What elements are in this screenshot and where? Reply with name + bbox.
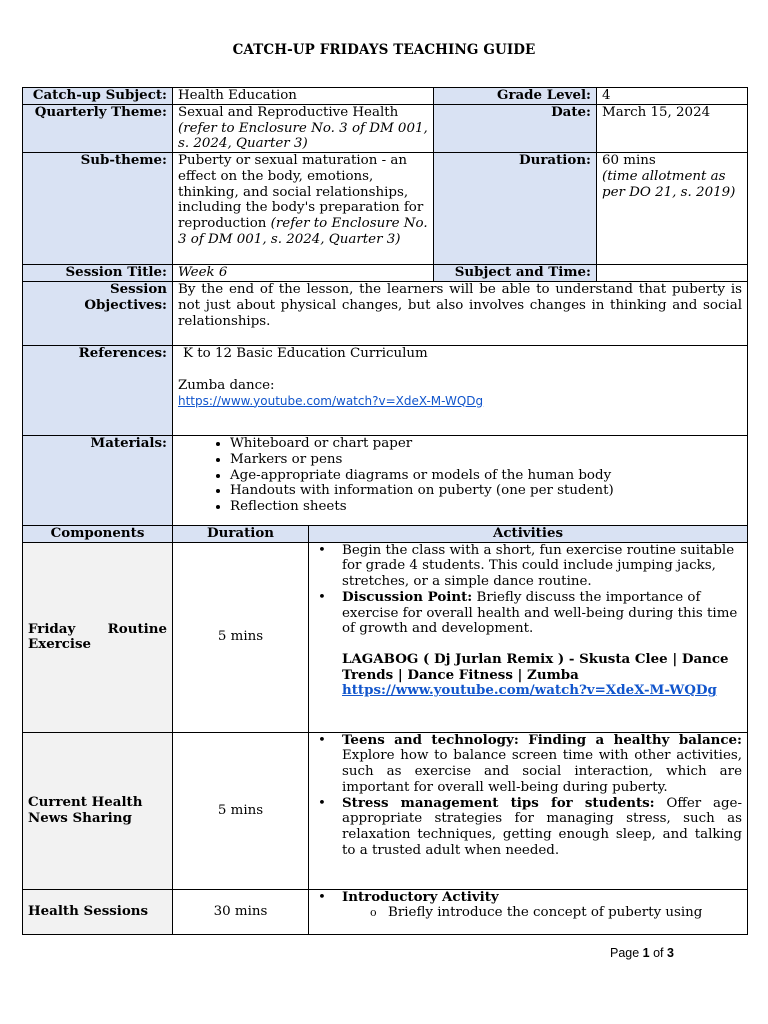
theme-cell (173, 105, 434, 153)
introductory-activity-label: Introductory Activity (342, 889, 499, 905)
materials-list (178, 436, 742, 515)
info-table (22, 87, 748, 531)
list-item: • Age-appropriate diagrams or models of the human body (230, 468, 742, 484)
list-item (342, 796, 742, 859)
duration-header: Duration (173, 526, 309, 543)
list-item (342, 733, 742, 796)
list-item: • Begin the class with a short, fun exercise routine suitable for grade 4 students. This could include jumping jacks, stretches, or a simple dance routine. (342, 543, 742, 590)
theme-note: (refer to Enclosure No. 3 of DM 001, s. 2024, Quarter 3) (178, 120, 428, 152)
materials-cell (173, 436, 748, 531)
list-item: o Briefly introduce the concept of puberty using (388, 905, 742, 921)
table-row (23, 889, 748, 934)
date-value: March 15, 2024 (597, 105, 748, 153)
sessions-duration: 30 mins (173, 889, 309, 934)
news-duration: 5 mins (173, 732, 309, 889)
friday-component (23, 542, 173, 732)
news-component: Current Health News Sharing (23, 732, 173, 889)
references-zumba-label: Zumba dance: (178, 377, 275, 393)
page-prefix: Page (610, 946, 643, 960)
list-item: • Markers or pens (230, 452, 742, 468)
table-row (23, 542, 748, 732)
list-item: • Handouts with information on puberty (one per student) (230, 483, 742, 499)
subject-label: Catch-up Subject: (23, 88, 173, 105)
subtheme-cell (173, 153, 434, 265)
references-zumba-link[interactable]: https://www.youtube.com/watch?v=XdeX-M-WQDg (178, 393, 484, 408)
discussion-point-label: Discussion Point: (342, 588, 473, 605)
song-title: LAGABOG ( Dj Jurlan Remix ) - Skusta Clee | Dance Trends | Dance Fitness | Zumba (342, 650, 729, 683)
duration-label: Duration: (434, 153, 597, 265)
references-curriculum: K to 12 Basic Education Curriculum (183, 346, 428, 362)
teens-technology-label: Teens and technology: Finding a healthy balance: (342, 732, 742, 748)
components-header: Components (23, 526, 173, 543)
session-title-label: Session Title: (23, 265, 173, 282)
session-title-value: Week 6 (173, 265, 434, 282)
page-of: of (649, 946, 667, 960)
list-item: • Whiteboard or chart paper (230, 436, 742, 452)
objectives-label-line1: Session (109, 281, 167, 298)
document-title: CATCH-UP FRIDAYS TEACHING GUIDE (232, 42, 536, 58)
page-total: 3 (667, 946, 674, 960)
date-label: Date: (434, 105, 597, 153)
objectives-label-line2: Objectives: (84, 296, 167, 313)
friday-component-label: Friday Routine Exercise (28, 620, 167, 653)
sessions-activities (309, 889, 748, 934)
page-current: 1 (642, 946, 650, 960)
objectives-label (23, 282, 173, 346)
subtheme-note: (refer to Enclosure No. 3 of DM 001, s. 2024, Quarter 3) (178, 215, 428, 247)
schedule-table (22, 525, 748, 935)
sessions-component: Health Sessions (23, 889, 173, 934)
table-row (23, 732, 748, 889)
sessions-bullets (314, 890, 742, 921)
duration-value: 60 mins (602, 153, 656, 169)
theme-label: Quarterly Theme: (23, 105, 173, 153)
sessions-sub-bullets (342, 905, 742, 921)
activities-header: Activities (309, 526, 748, 543)
references-label: References: (23, 346, 173, 436)
references-cell (173, 346, 748, 436)
list-item (342, 590, 742, 637)
subtheme-value: Puberty or sexual maturation - an effect on the body, emotions, thinking, and social relationships, including the body's preparation for reproduction (178, 153, 424, 231)
duration-cell (597, 153, 748, 265)
stress-tips-label: Stress management tips for students: (342, 794, 655, 811)
theme-value: Sexual and Reproductive Health (178, 105, 399, 120)
page-number (610, 946, 674, 960)
list-item: • Reflection sheets (230, 499, 742, 515)
list-item (342, 890, 742, 921)
stress-tips-text: Offer age-appropriate strategies for managing stress, such as relaxation techniques, getting enough sleep, and talking to a trusted adult when needed. (342, 795, 742, 858)
friday-bullets (314, 543, 742, 637)
grade-label: Grade Level: (434, 88, 597, 105)
objectives-value: By the end of the lesson, the learners will be able to understand that puberty is not just about physical changes, but also involves changes in thinking and social relationships. (173, 282, 748, 346)
song-link[interactable]: https://www.youtube.com/watch?v=XdeX-M-WQDg (342, 682, 717, 699)
subject-time-label: Subject and Time: (434, 265, 597, 282)
friday-duration: 5 mins (173, 542, 309, 732)
news-bullets (314, 733, 742, 859)
subject-value: Health Education (173, 88, 434, 105)
teens-technology-text: Explore how to balance screen time with other activities, such as exercise and social interaction, which are important for overall well-being during puberty. (342, 748, 742, 795)
discussion-point-text: Briefly discuss the importance of exercise for overall health and well-being during this time of growth and development. (342, 589, 738, 637)
grade-value: 4 (597, 88, 748, 105)
materials-label: Materials: (23, 436, 173, 531)
news-activities (309, 732, 748, 889)
friday-activities (309, 542, 748, 732)
subtheme-label: Sub-theme: (23, 153, 173, 265)
duration-note: (time allotment as per DO 21, s. 2019) (602, 168, 736, 200)
subject-time-value (597, 265, 748, 282)
